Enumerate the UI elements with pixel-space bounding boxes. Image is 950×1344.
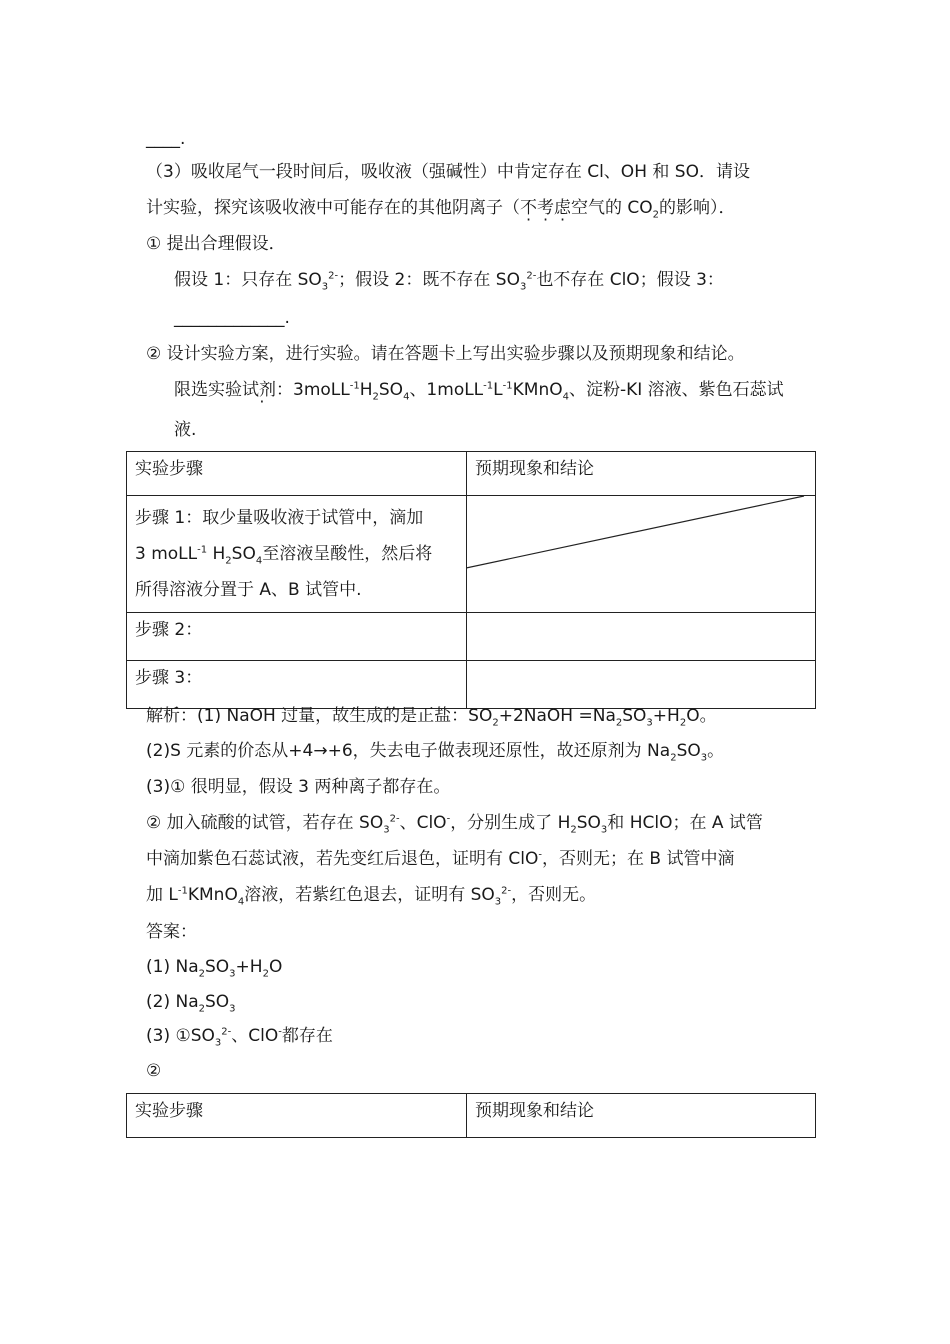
analysis-line2: (2)S 元素的价态从+4→+6，失去电子做表现还原性，故还原剂为 $Na_2SO_3$。 — [146, 741, 725, 764]
step1-line3: 所得溶液分置于 A、B 试管中. — [135, 580, 362, 600]
answer-line1: (1) $Na_2SO_3+H_2O$ — [146, 957, 283, 980]
answer-header-steps: 实验步骤 — [127, 1094, 467, 1138]
part3-text-line2: 计实验，探究该吸收液中可能存在的其他阴离子（不考虑空气的 $CO_2$的影响）． — [146, 198, 736, 221]
answer-line4: ② — [146, 1061, 162, 1081]
step1-cell — [127, 496, 467, 613]
header-result: 预期现象和结论 — [467, 452, 816, 496]
hypothesis3-blank: _____________. — [174, 308, 290, 328]
analysis-line4: ② 加入硫酸的试管，若存在 $SO_3^{2-}$、ClO-，分别生成了 $H_2SO_3$和 HClO；在 A 试管 — [146, 813, 763, 836]
reagents-line-end: 液. — [174, 420, 197, 440]
answer-line2: (2) $Na_2SO_3$ — [146, 992, 236, 1015]
diagonal-slash-line — [466, 495, 806, 571]
reagents-line: 限选实验试剂：3moLL $\cdot^{-1}H_2SO_4$、$1moLL^{-1}L^{-1}KMnO_4$、淀粉-KI 溶液、紫色石蕊试 — [174, 378, 784, 402]
analysis-line6: 加 $L^{-1}KMnO_4$溶液，若紫红色退去，证明有 $SO_3^{2-}$，否则无。 — [146, 885, 597, 908]
answer-label: 答案： — [146, 922, 197, 942]
analysis-line5: 中滴加紫色石蕊试液，若先变红后退色，证明有 ClO-，否则无；在 B 试管中滴 — [146, 849, 735, 869]
hypotheses-line: 假设 1：只存在 $SO_3^{2-}$；假设 2：既不存在 $SO_3^{2-}$也不存在 ClO；假设 3： — [174, 270, 724, 293]
answer-header-result: 预期现象和结论 — [467, 1094, 816, 1138]
answer-blank-line: ____. — [146, 129, 186, 149]
step3-cell: 步骤 3： — [127, 661, 467, 709]
analysis-line3: (3)① 很明显，假设 3 两种离子都存在。 — [146, 777, 451, 797]
step1-line1: 步骤 1：取少量吸收液于试管中，滴加 — [135, 508, 424, 528]
item2-design-experiment: ② 设计实验方案，进行实验。请在答题卡上写出实验步骤以及预期现象和结论。 — [146, 344, 745, 364]
emphasis-char: 考 — [537, 198, 554, 218]
emphasis-char: 不 — [520, 198, 537, 218]
answer-table — [126, 1093, 816, 1138]
step1-line2: 3 moLL$^{-1}$ $H_2SO_4$至溶液呈酸性，然后将 — [135, 544, 433, 567]
item1-propose-hypothesis: ① 提出合理假设． — [146, 234, 286, 254]
answer-line3: (3) $①SO_3^{2-}$、ClO-都存在 — [146, 1026, 333, 1049]
analysis-line1: 解析：(1) NaOH 过量，故生成的是正盐：$SO_2+2NaOH =Na_2SO_3+H_2O$。 — [146, 706, 717, 729]
experiment-table — [126, 451, 816, 709]
step2-cell: 步骤 2： — [127, 613, 467, 661]
emphasis-char: 虑 — [554, 198, 571, 218]
header-steps: 实验步骤 — [127, 452, 467, 496]
part3-text-line1: （3）吸收尾气一段时间后，吸收液（强碱性）中肯定存在 Cl、OH 和 SO．请设 — [146, 162, 750, 182]
step2-result-cell — [467, 613, 816, 661]
step3-result-cell — [467, 661, 816, 709]
